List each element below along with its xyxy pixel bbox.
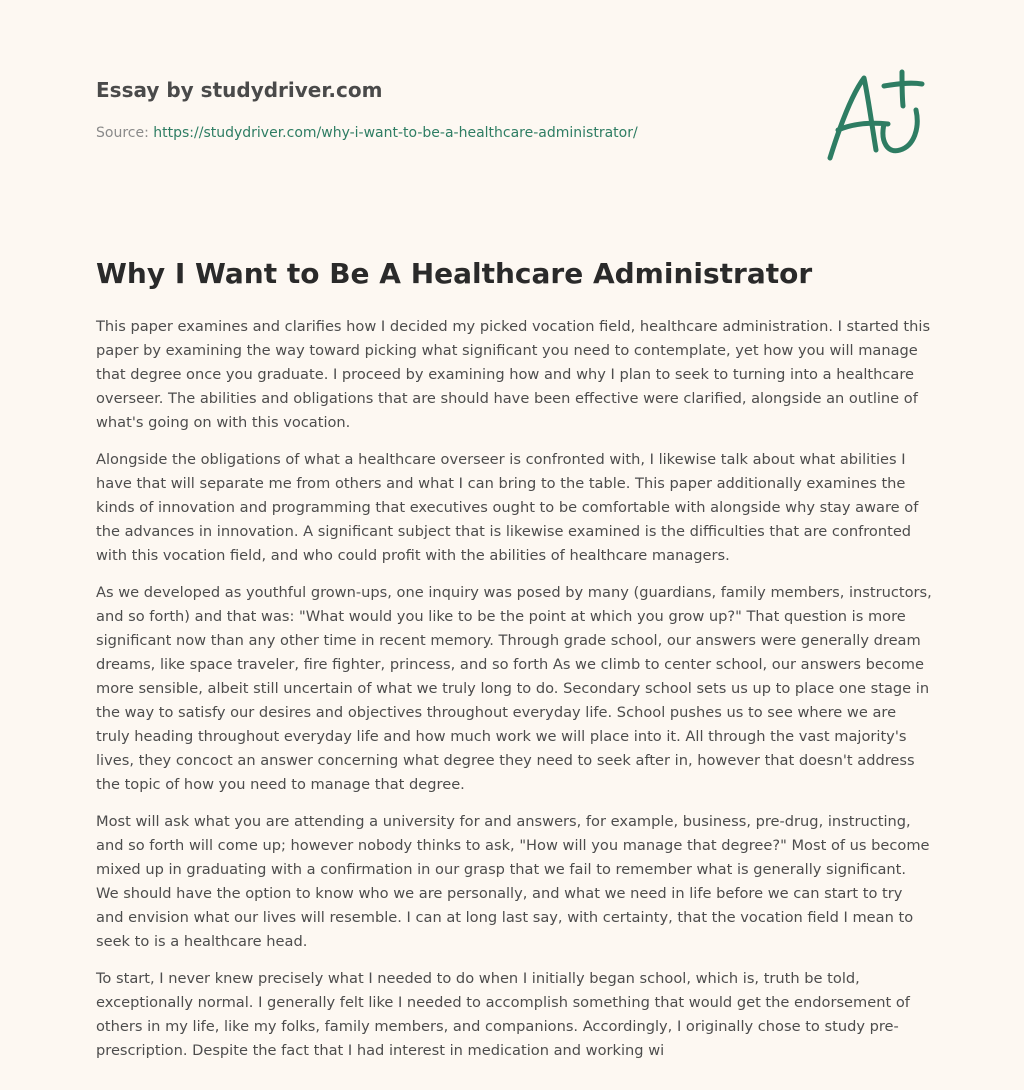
source-line (96, 124, 936, 142)
a-plus-logo-icon (818, 66, 930, 166)
essay-paragraph: Most will ask what you are attending a university for and answers, for example, business, pre-drug, instructing, and so forth will come up; however nobody thinks to ask, "How will you manage that degree?" Most of us become mixed up in graduating with a confirmation in our grasp that we fail to remember what is generally significant. We should have the option to know who we are personally, and what we need in life before we can start to try and envision what our lives will resemble. I can at long last say, with certainty, that the vocation field I mean to seek to is a healthcare head. (96, 813, 930, 950)
essay-paragraph: This paper examines and clarifies how I decided my picked vocation field, healthcare administration. I started this paper by examining the way toward picking what significant you need to contemplate, yet how you will manage that degree once you graduate. I proceed by examining how and why I plan to seek to turning into a healthcare overseer. The abilities and obligations that are should have been effective were clarified, alongside an outline of what's going on with this vocation. (96, 318, 931, 431)
essay-paragraph: As we developed as youthful grown-ups, one inquiry was posed by many (guardians, family members, instructors, and so forth) and that was: "What would you like to be the point at which you grow up?" That question is more significant now than any other time in recent memory. Through grade school, our answers were generally dream dreams, like space traveler, fire fighter, princess, and so forth As we climb to center school, our answers become more sensible, albeit still uncertain of what we truly long to do. Secondary school sets us up to place one stage in the way to satisfy our desires and objectives throughout everyday life. School pushes us to see where we are truly heading throughout everyday life and how much work we will place into it. All through the vast majority's lives, they concoct an answer concerning what degree they need to seek after in, however that doesn't address the topic of how you need to manage that degree. (96, 584, 932, 793)
page-header (96, 76, 936, 142)
source-label: Source: (96, 125, 149, 141)
essay-by-heading: Essay by studydriver.com (96, 78, 383, 102)
source-link[interactable]: https://studydriver.com/why-i-want-to-be-a-healthcare-administrator/ (153, 125, 638, 141)
essay-body (96, 315, 932, 1076)
essay-paragraph: Alongside the obligations of what a healthcare overseer is confronted with, I likewise talk about what abilities I have that will separate me from others and what I can bring to the table. This paper additionally examines the kinds of innovation and programming that executives ought to be comfortable with alongside why stay aware of the advances in innovation. A significant subject that is likewise examined is the difficulties that are confronted with this vocation field, and who could profit with the abilities of healthcare managers. (96, 451, 919, 564)
essay-paragraph: To start, I never knew precisely what I needed to do when I initially began school, which is, truth be told, exceptionally normal. I generally felt like I needed to accomplish something that would get the endorsement of others in my life, like my folks, family members, and companions. Accordingly, I originally chose to study pre-prescription. Despite the fact that I had interest in medication and working wi (96, 970, 910, 1059)
essay-title: Why I Want to Be A Healthcare Administrator (96, 257, 813, 290)
